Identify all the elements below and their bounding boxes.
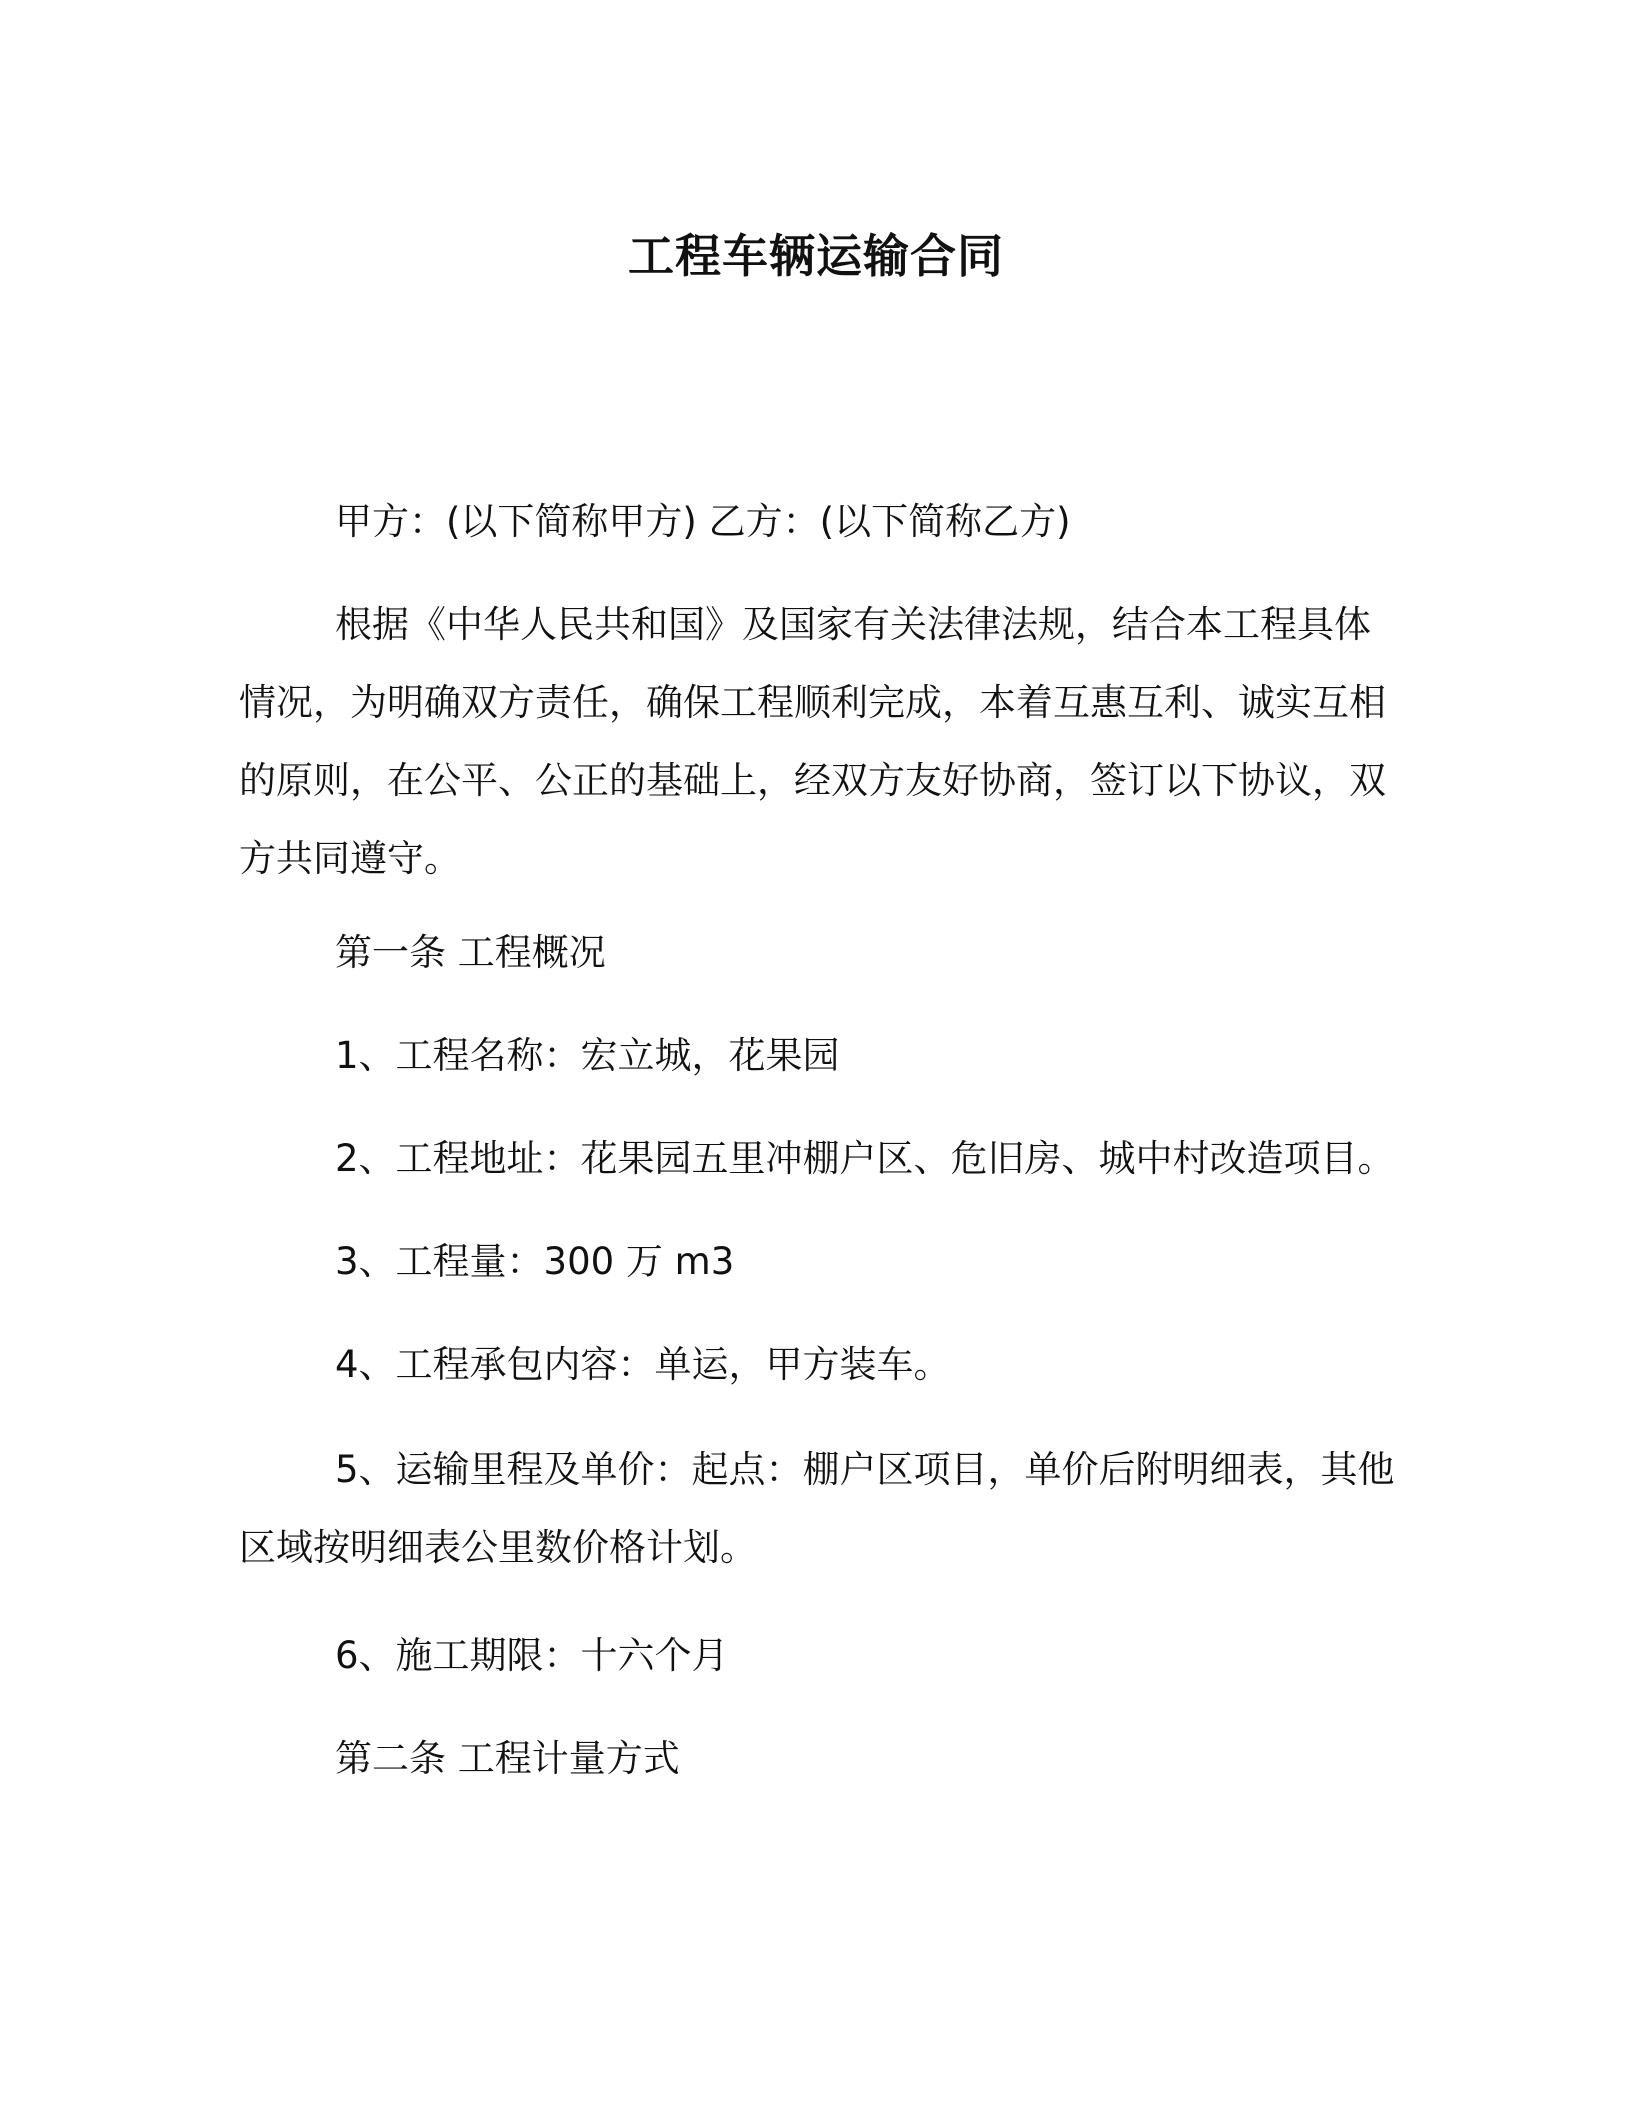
preamble-paragraph: 根据《中华人民共和国》及国家有关法律法规，结合本工程具体情况，为明确双方责任，确保工程顺利完成，本着互惠互利、诚实互相的原则，在公平、公正的基础上，经双方友好协商，签订以下协议，双方共同遵守。 bbox=[239, 603, 1386, 880]
article-2-heading: 第二条 工程计量方式 bbox=[335, 1737, 680, 1780]
article-1-heading: 第一条 工程概况 bbox=[335, 931, 606, 974]
parties-line: 甲方：(以下简称甲方) 乙方：(以下简称乙方) bbox=[335, 500, 1071, 543]
clause-3-quantity: 3、工程量：300 万 m3 bbox=[335, 1240, 735, 1283]
clause-5-mileage-price: 5、运输里程及单价：起点：棚户区项目，单价后附明细表，其他区域按明细表公里数价格计划。 bbox=[239, 1448, 1395, 1569]
clause-6-duration: 6、施工期限：十六个月 bbox=[335, 1634, 729, 1677]
document-title: 工程车辆运输合同 bbox=[628, 229, 1004, 283]
clause-2-project-address: 2、工程地址：花果园五里冲棚户区、危旧房、城中村改造项目。 bbox=[335, 1137, 1395, 1180]
clause-1-project-name: 1、工程名称：宏立城，花果园 bbox=[335, 1034, 840, 1077]
clause-4-scope: 4、工程承包内容：单运，甲方装车。 bbox=[335, 1343, 951, 1386]
